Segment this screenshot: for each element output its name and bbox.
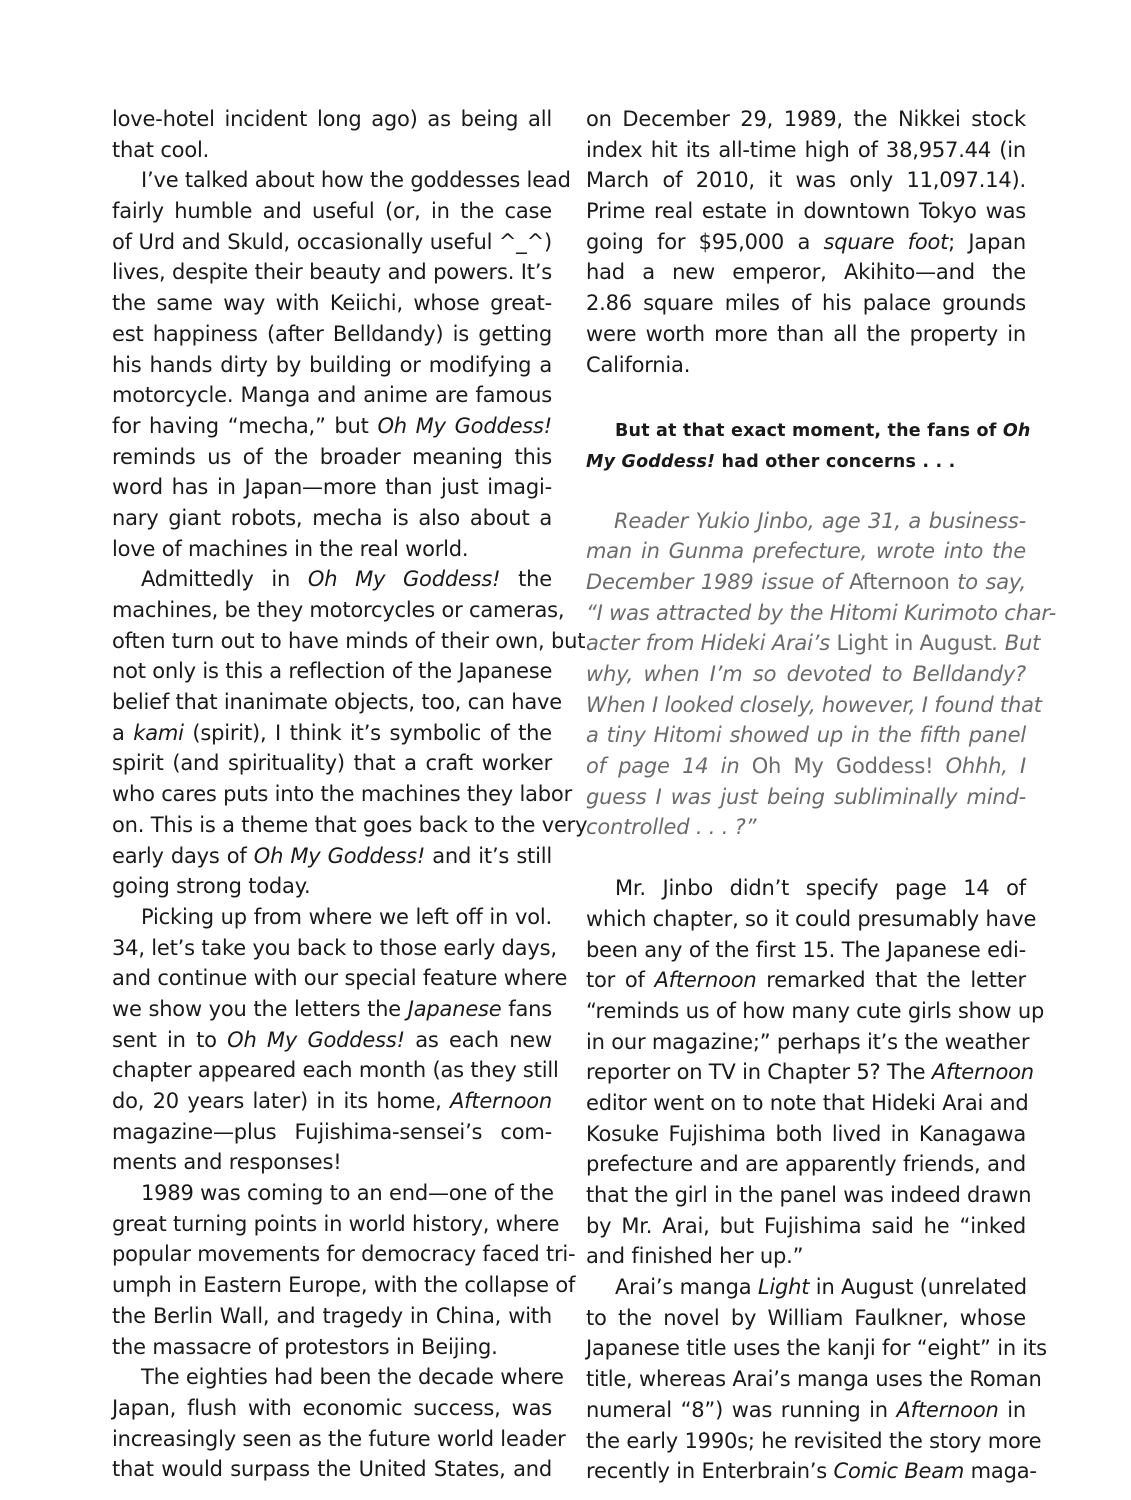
text-run: Japan, flush with economic success, was [112, 1395, 552, 1420]
text-run: love-hotel incident long ago) as being all [112, 107, 552, 131]
text-run: Mr. Jinbo didn’t specify page 14 of [615, 876, 1026, 901]
text-run: ments and responses! [112, 1150, 342, 1175]
text-line [586, 257, 1026, 288]
text-line [112, 104, 552, 135]
text-line [586, 965, 1026, 996]
text-run: why, when I’m so devoted to Belldandy? [586, 662, 1026, 686]
text-run: in [998, 1397, 1026, 1422]
text-line [586, 904, 1037, 935]
text-line [112, 227, 552, 258]
text-line [586, 690, 1042, 721]
right-column [586, 104, 1057, 1487]
italic-text: Comic Beam [833, 1459, 965, 1484]
text-run: California. [586, 352, 691, 377]
text-run: spirit (and spirituality) that a craft worker [112, 751, 552, 776]
text-run: love of machines in the real world. [112, 536, 469, 561]
text-line [586, 996, 1045, 1027]
text-line [112, 411, 552, 442]
text-line [112, 1209, 560, 1240]
text-line [586, 812, 1026, 843]
text-run: My Goddess! [586, 451, 716, 472]
text-run: and finished her up.” [586, 1244, 804, 1269]
text-line [112, 656, 552, 687]
italic-text: Oh My Goddess! [307, 567, 501, 592]
text-line [112, 1332, 552, 1363]
text-run: great turning points in world history, where [112, 1211, 560, 1236]
text-line [586, 288, 1026, 319]
text-line [112, 1239, 576, 1270]
text-line [586, 598, 1057, 629]
text-run: chapter appeared each month (as they still [112, 1058, 559, 1083]
text-run: Oh [1002, 421, 1031, 442]
text-run: . But [991, 631, 1041, 656]
text-line [112, 165, 571, 196]
text-run: 2.86 square miles of his palace grounds [586, 291, 1026, 316]
text-run: numeral “8”) was running in [586, 1397, 897, 1422]
text-line [112, 1178, 552, 1209]
left-column [112, 104, 588, 1485]
text-line [586, 135, 1026, 166]
italic-text: kami [133, 720, 184, 745]
text-line [112, 933, 557, 964]
text-line [586, 1180, 1032, 1211]
text-run: that cool. [112, 137, 210, 162]
text-run: early days of [112, 843, 254, 868]
text-line [112, 841, 552, 872]
text-run: man in Gunma prefecture, wrote into the [586, 539, 1026, 564]
upright-text: had other concerns . . . [715, 451, 956, 472]
text-run: motorcycle. Manga and anime are famous [112, 383, 552, 408]
italic-text: Oh My Goddess! [377, 413, 553, 438]
text-run: the Berlin Wall, and tragedy in China, with [112, 1303, 552, 1328]
spacer [586, 843, 1026, 873]
text-line [112, 1362, 564, 1393]
text-run: Japanese title uses the kanji for “eight” in its [586, 1336, 1047, 1361]
text-run: magazine—plus Fujishima-sensei’s com- [112, 1119, 552, 1144]
text-line [586, 1456, 1037, 1487]
italic-text: Japanese [407, 996, 502, 1021]
text-run: “reminds us of how many cute girls show up [586, 998, 1045, 1023]
text-run: fairly humble and useful (or, in the case [112, 199, 552, 224]
body-text-right-bottom [586, 873, 1047, 1487]
text-line [112, 534, 552, 565]
text-line [112, 503, 552, 534]
text-line [112, 1301, 552, 1332]
text-line [586, 1119, 1026, 1150]
text-line [112, 1147, 552, 1178]
text-line [112, 1086, 552, 1117]
text-line [586, 873, 1026, 904]
text-line [586, 104, 1026, 135]
text-line [586, 1426, 1042, 1457]
italic-text: Light [757, 1275, 810, 1300]
text-line [112, 963, 568, 994]
text-run: word has in Japan—more than just imagi- [112, 475, 552, 500]
text-run: that the girl in the panel was indeed drawn [586, 1183, 1032, 1207]
text-run: editor went on to note that Hideki Arai and [586, 1090, 1029, 1115]
text-line [112, 196, 552, 227]
text-run: Ohhh, I [933, 754, 1027, 779]
text-run: December 1989 issue of [586, 569, 850, 594]
text-run: maga- [964, 1459, 1037, 1484]
text-run: of page 14 in [586, 754, 752, 779]
text-line [586, 935, 1026, 966]
text-run: going strong today. [112, 874, 311, 899]
text-line [112, 687, 562, 718]
text-run: umph in Eastern Europe, with the collapse of [112, 1273, 576, 1298]
text-line [112, 1393, 552, 1424]
text-line [586, 319, 1026, 350]
text-run: sent in to [112, 1027, 228, 1052]
reader-letter [586, 506, 1057, 844]
text-run: often turn out to have minds of their own, but [112, 628, 586, 653]
text-run: 1989 was coming to an end—one of the [141, 1181, 554, 1206]
text-line [112, 871, 552, 902]
italic-text: Oh My Goddess! [253, 843, 426, 868]
text-run: March of 2010, it was only 11,097.14). [586, 168, 1026, 193]
text-run: in August (unrelated [809, 1275, 1027, 1300]
text-line [112, 350, 552, 381]
text-run: the [500, 567, 553, 592]
text-run: Admittedly in [141, 567, 308, 592]
text-line [586, 1241, 1026, 1272]
italic-text: Afternoon [896, 1397, 999, 1422]
text-line [586, 506, 1026, 537]
text-run: and continue with our special feature where [112, 966, 568, 991]
text-line [112, 1055, 559, 1086]
text-line [586, 1057, 1034, 1088]
italic-text: square foot [823, 229, 949, 254]
text-line [586, 659, 1026, 690]
upright-text: Oh My Goddess! [751, 754, 934, 779]
text-line [586, 447, 1026, 478]
text-line [112, 442, 552, 473]
spacer [586, 380, 1026, 416]
text-line [112, 135, 552, 166]
text-run: The eighties had been the decade where [141, 1365, 564, 1390]
text-line [586, 1211, 1026, 1242]
text-run: machines, be they motorcycles or cameras, [112, 598, 565, 622]
text-line [586, 567, 1026, 598]
text-run: which chapter, so it could presumably have [586, 906, 1037, 931]
text-run: “I was attracted by the Hitomi Kurimoto char- [586, 600, 1057, 625]
text-run: remarked that the letter [756, 968, 1026, 993]
text-run: had a new emperor, Akihito—and the [586, 260, 1026, 285]
section-subheading [586, 416, 1031, 477]
text-run: and it’s still [425, 843, 552, 868]
text-line [112, 288, 552, 319]
text-run: belief that inanimate objects, too, can have [112, 690, 562, 715]
body-text-right-top [586, 104, 1026, 380]
text-run: on. This is a theme that goes back to the very [112, 812, 588, 837]
text-line [586, 416, 1031, 447]
text-line [586, 196, 1026, 227]
text-line [112, 994, 552, 1025]
text-line [112, 564, 552, 595]
upright-text: Light in August [836, 631, 992, 656]
text-run: were worth more than all the property in [586, 321, 1026, 346]
text-line [586, 720, 1026, 751]
text-run: Reader Yukio Jinbo, age 31, a business- [614, 508, 1026, 533]
text-run: to say, [949, 569, 1026, 594]
text-run: who cares puts into the machines they labor [112, 782, 573, 807]
spacer [586, 478, 1026, 506]
text-run: increasingly seen as the future world leader [112, 1426, 566, 1451]
text-line [586, 1303, 1026, 1334]
italic-text: Afternoon [449, 1089, 552, 1113]
text-line [112, 1025, 552, 1056]
italic-text: Oh My Goddess! [227, 1027, 405, 1052]
text-line [586, 628, 1041, 659]
text-line [112, 1270, 576, 1301]
text-run: ; Japan [948, 229, 1026, 254]
text-run: popular movements for democracy faced tri- [112, 1242, 576, 1267]
text-line [586, 1088, 1029, 1119]
upright-text: Afternoon [849, 569, 950, 594]
upright-text: But at that exact moment, the fans of [615, 421, 1003, 442]
text-run: tor of [586, 968, 655, 993]
text-run: est happiness (after Belldandy) is getting [112, 321, 552, 346]
text-line [112, 472, 552, 503]
text-run: acter from Hideki Arai’s [586, 631, 837, 656]
text-run: to the novel by William Faulkner, whose [586, 1305, 1026, 1330]
text-line [112, 748, 552, 779]
text-run: index hit its all-time high of 38,957.44 (in [586, 137, 1026, 162]
text-run: for having “mecha,” but [112, 413, 378, 438]
text-run: (spirit), I think it’s symbolic of the [183, 720, 552, 745]
text-run: Prime real estate in downtown Tokyo was [586, 199, 1026, 224]
text-run: the same way with Keiichi, whose great- [112, 291, 552, 316]
text-run: of Urd and Skuld, occasionally useful ^_^) [112, 229, 552, 254]
italic-text: Afternoon [931, 1060, 1034, 1085]
text-run: as each new [404, 1027, 552, 1052]
text-run: his hands dirty by building or modifying a [112, 352, 552, 377]
text-run: been any of the first 15. The Japanese edi- [586, 937, 1026, 962]
text-run: the massacre of protestors in Beijing. [112, 1334, 498, 1359]
text-run: 34, let’s take you back to those early days, [112, 935, 557, 960]
text-line [586, 1149, 1026, 1180]
text-line [112, 595, 565, 626]
italic-text: Afternoon [654, 968, 757, 993]
text-line [112, 257, 552, 288]
text-line [586, 165, 1026, 196]
text-run: on December 29, 1989, the Nikkei stock [586, 107, 1026, 131]
text-line [112, 319, 552, 350]
text-line [112, 718, 552, 749]
text-line [586, 782, 1026, 813]
text-run: controlled . . . ?” [586, 815, 757, 840]
text-line [112, 626, 586, 657]
text-line [586, 536, 1026, 567]
text-run: going for $95,000 a [586, 229, 824, 254]
text-run: a [112, 720, 134, 745]
text-run: reporter on TV in Chapter 5? The [586, 1060, 932, 1085]
text-run: reminds us of the broader meaning this [112, 444, 552, 469]
text-run: prefecture and are apparently friends, and [586, 1152, 1026, 1177]
text-line [586, 1395, 1026, 1426]
text-run: the early 1990s; he revisited the story more [586, 1428, 1042, 1453]
text-line [586, 751, 1026, 782]
text-run: title, whereas Arai’s manga uses the Roman [586, 1367, 1042, 1392]
text-line [586, 1364, 1042, 1395]
text-run: do, 20 years later) in its home, [112, 1089, 450, 1113]
body-text-left [112, 104, 588, 1485]
text-run: nary giant robots, mecha is also about a [112, 505, 552, 530]
text-run: that would surpass the United States, and [112, 1457, 552, 1482]
text-line [112, 1117, 552, 1148]
text-line [112, 380, 552, 411]
text-line [586, 350, 1026, 381]
text-line [586, 1272, 1026, 1303]
text-line [112, 1454, 552, 1485]
text-line [112, 810, 588, 841]
text-line [586, 1027, 1030, 1058]
text-run: lives, despite their beauty and powers. It’s [112, 260, 552, 285]
text-run: in our magazine;” perhaps it’s the weather [586, 1029, 1030, 1054]
text-line [586, 1333, 1047, 1364]
text-run: a tiny Hitomi showed up in the fifth panel [586, 723, 1026, 748]
text-run: we show you the letters the [112, 996, 408, 1021]
text-run: fans [501, 996, 552, 1021]
text-run: not only is this a reflection of the Japanese [112, 659, 553, 684]
text-run: recently in Enterbrain’s [586, 1459, 834, 1484]
text-line [112, 902, 552, 933]
text-run: When I looked closely, however, I found that [586, 692, 1042, 717]
text-line [112, 1424, 566, 1455]
text-run: Picking up from where we left off in vol. [141, 904, 552, 929]
text-line [586, 227, 1026, 258]
text-run: guess I was just being subliminally mind- [586, 784, 1026, 809]
text-run: by Mr. Arai, but Fujishima said he “inked [586, 1213, 1026, 1238]
text-run: Kosuke Fujishima both lived in Kanagawa [586, 1121, 1026, 1146]
text-run: I’ve talked about how the goddesses lead [141, 168, 571, 193]
text-line [112, 779, 573, 810]
text-run: Arai’s manga [615, 1275, 758, 1300]
